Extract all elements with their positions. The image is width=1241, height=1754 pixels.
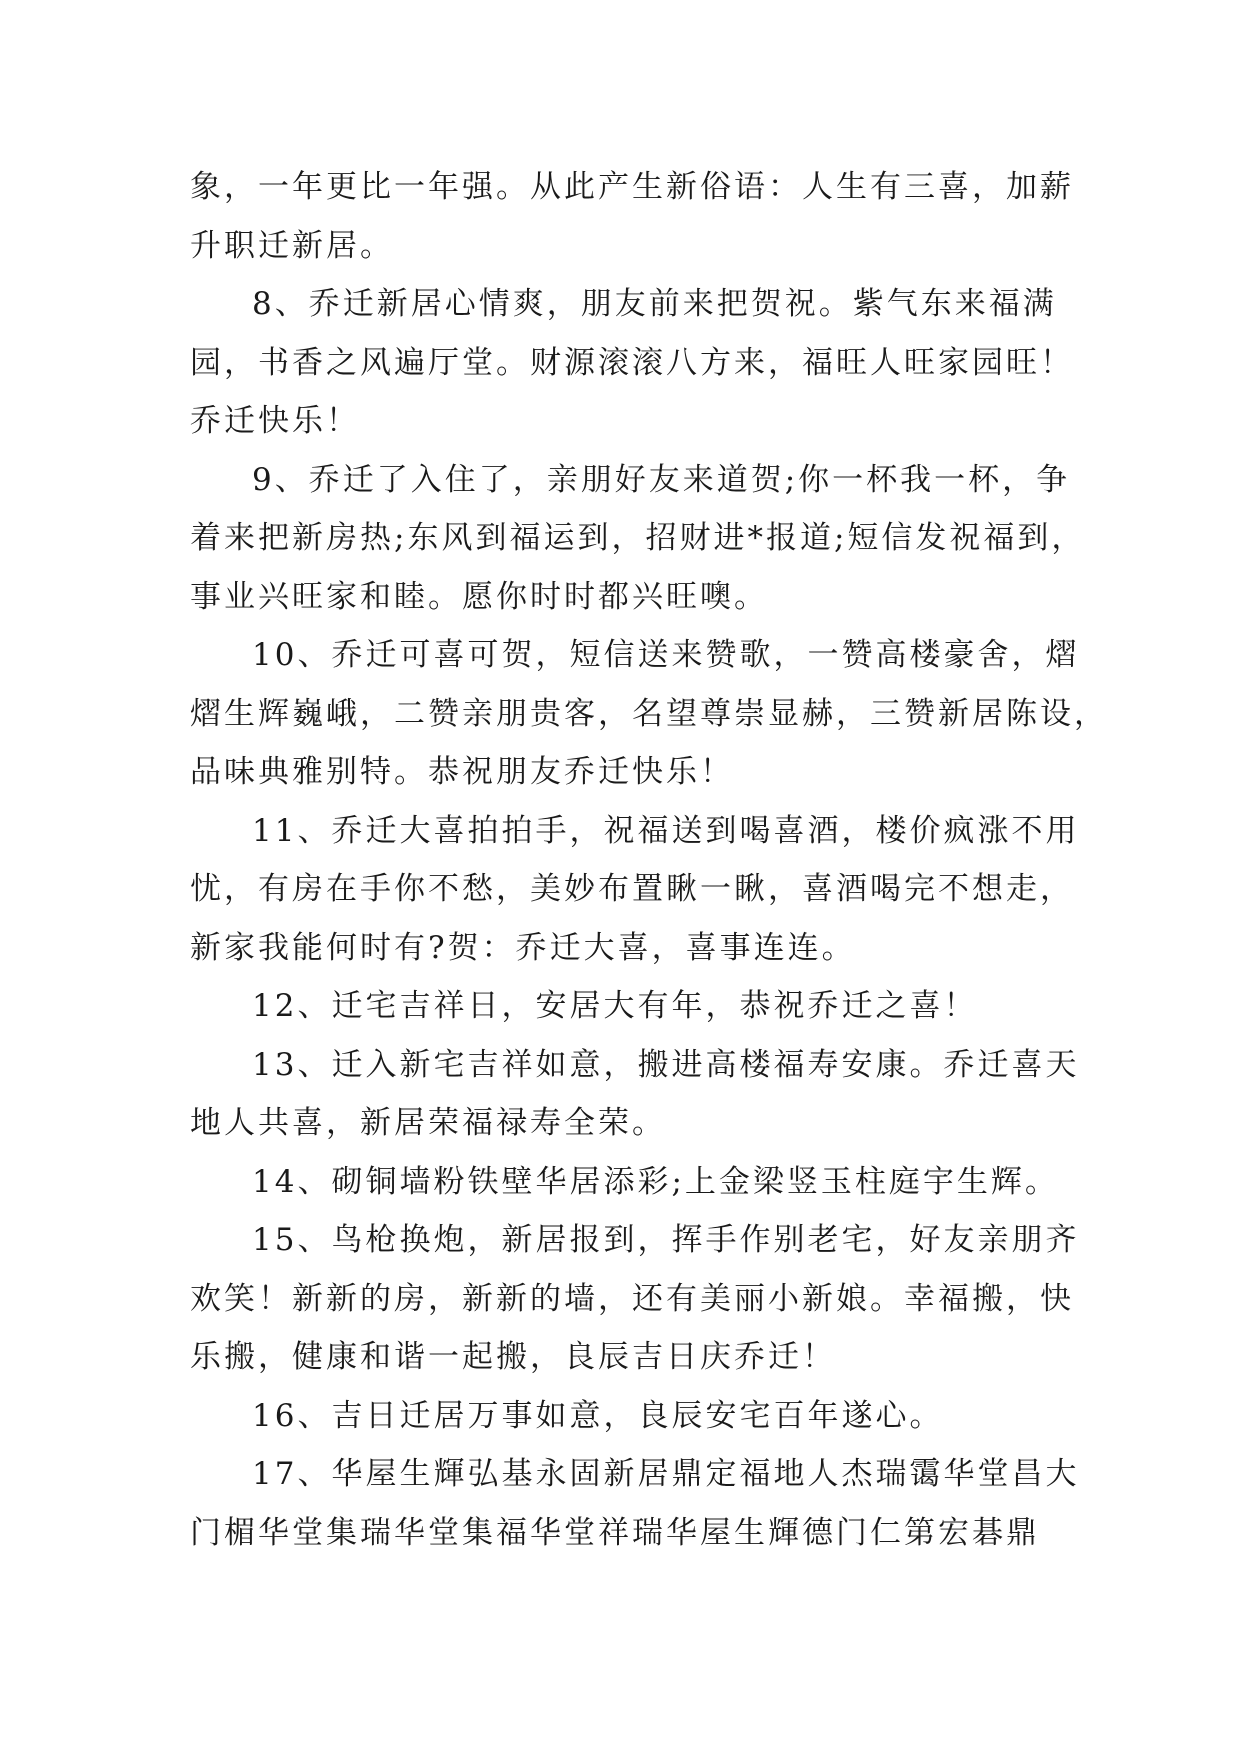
text-line: 事业兴旺家和睦。愿你时时都兴旺噢。 [190, 578, 768, 615]
text-line: 地人共喜，新居荣福禄寿全荣。 [190, 1105, 666, 1141]
paragraph-start-line: 14、砌铜墙粉铁壁华居添彩;上金梁竖玉柱庭宇生辉。 [252, 1163, 1059, 1200]
document-body [190, 158, 1108, 1562]
paragraph-start-line: 12、迁宅吉祥日，安居大有年，恭祝乔迁之喜！ [252, 988, 978, 1024]
text-line: 新家我能何时有?贺：乔迁大喜，喜事连连。 [190, 929, 856, 966]
text-line: 升职迁新居。 [190, 227, 394, 264]
paragraph-start-line: 11、乔迁大喜拍拍手，祝福送到喝喜酒，楼价疯涨不用 [252, 812, 1080, 849]
paragraph-start-line: 17、华屋生輝弘基永固新居鼎定福地人杰瑞霭华堂昌大 [252, 1456, 1080, 1492]
paragraph-start-line: 15、鸟枪换炮，新居报到，挥手作别老宅，好友亲朋齐 [252, 1222, 1080, 1258]
text-line: 熠生辉巍峨，二赞亲朋贵客，名望尊崇显赫，三赞新居陈设， [190, 695, 1108, 732]
text-line: 忧，有房在手你不愁，美妙布置瞅一瞅，喜酒喝完不想走， [190, 871, 1074, 907]
text-line: 园，书香之风遍厅堂。财源滚滚八方来，福旺人旺家园旺！ [190, 344, 1074, 381]
text-line: 品味典雅别特。恭祝朋友乔迁快乐！ [190, 754, 734, 790]
text-line: 欢笑！新新的房，新新的墙，还有美丽小新娘。幸福搬，快 [190, 1280, 1074, 1317]
paragraph-start-line: 16、吉日迁居万事如意，良辰安宅百年遂心。 [252, 1397, 944, 1434]
text-line: 乐搬，健康和谐一起搬，良辰吉日庆乔迁！ [190, 1339, 836, 1375]
paragraph-start-line: 13、迁入新宅吉祥如意，搬进高楼福寿安康。乔迁喜天 [252, 1046, 1080, 1083]
text-line: 象，一年更比一年强。从此产生新俗语：人生有三喜，加薪 [190, 169, 1074, 205]
paragraph-start-line: 8、乔迁新居心情爽，朋友前来把贺祝。紫气东来福满 [252, 286, 1057, 322]
paragraph-start-line: 10、乔迁可喜可贺，短信送来赞歌，一赞高楼豪舍，熠 [252, 637, 1080, 673]
text-line: 门楣华堂集瑞华堂集福华堂祥瑞华屋生輝德门仁第宏碁鼎 [190, 1514, 1040, 1551]
text-line: 乔迁快乐！ [190, 403, 360, 439]
paragraph-start-line: 9、乔迁了入住了，亲朋好友来道贺;你一杯我一杯，争 [252, 461, 1071, 498]
text-line: 着来把新房热;东风到福运到，招财进*报道;短信发祝福到， [190, 520, 1086, 556]
